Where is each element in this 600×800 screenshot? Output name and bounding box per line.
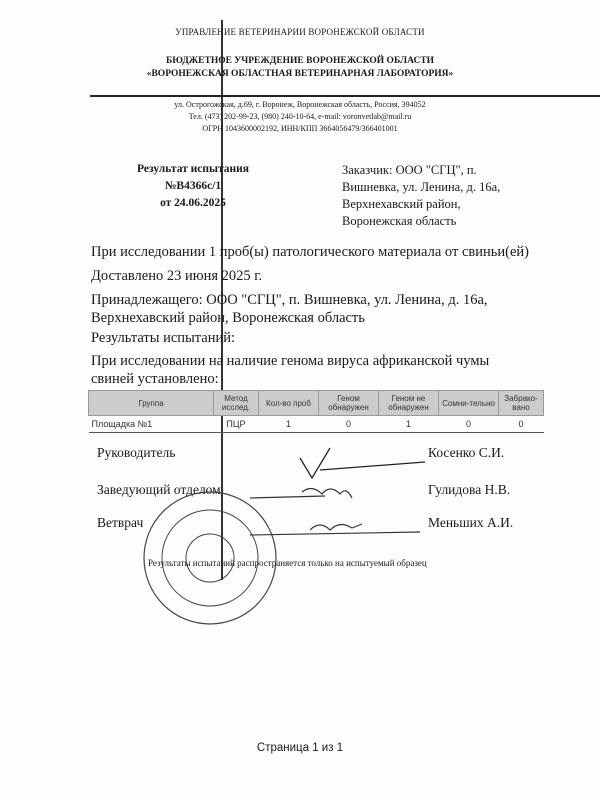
- page-number: Страница 1 из 1: [256, 742, 344, 754]
- cell: 1: [379, 416, 439, 433]
- customer-line: Заказчик: ООО "СГЦ", п.: [342, 163, 477, 177]
- cell: ПЦР: [214, 416, 259, 433]
- signature-role: Заведующий отделом: [97, 482, 221, 497]
- signature-name: Косенко С.И.: [428, 445, 505, 460]
- col-header: Геном обнаружен: [319, 391, 379, 416]
- customer-line: Воронежская область: [342, 214, 457, 228]
- cell: Площадка №1: [89, 416, 214, 433]
- col-header: Геном не обнаружен: [379, 391, 439, 416]
- col-header: Забрако-вано: [499, 391, 544, 416]
- cell: 0: [319, 416, 379, 433]
- delivery-date: Доставлено 23 июня 2025 г.: [91, 268, 263, 284]
- header-divider: [90, 95, 600, 97]
- owner-text: Верхнехавский район, Воронежская область: [91, 310, 365, 326]
- results-heading: Результаты испытаний:: [91, 330, 236, 346]
- table-header-row: [89, 391, 544, 416]
- result-number: №В4366с/1: [164, 180, 222, 192]
- org-address: ул. Острогожская, д.69, г. Воронеж, Воронежская область, Россия, 394052: [174, 100, 426, 109]
- results-text: свиней установлено:: [91, 371, 219, 387]
- signature-role: Руководитель: [97, 445, 176, 460]
- col-header: Сомни-тельно: [439, 391, 499, 416]
- results-text: При исследовании на наличие генома вируса африканской чумы: [91, 353, 490, 369]
- footer-note: Результаты испытаний распространяется только на испытуемый образец: [148, 558, 427, 568]
- org-name-line1: БЮДЖЕТНОЕ УЧРЕЖДЕНИЕ ВОРОНЕЖСКОЙ ОБЛАСТИ: [165, 56, 435, 66]
- authority-name: УПРАВЛЕНИЕ ВЕТЕРИНАРИИ ВОРОНЕЖСКОЙ ОБЛАСТИ: [175, 27, 425, 37]
- col-header: Метод исслед.: [214, 391, 259, 416]
- signature-role: Ветврач: [97, 515, 144, 530]
- cell: 1: [259, 416, 319, 433]
- cell: 0: [439, 416, 499, 433]
- signature-name: Гулидова Н.В.: [428, 482, 511, 497]
- org-ids: ОГРН 1043600002192, ИНН/КПП 3664056479/366401001: [202, 124, 398, 133]
- col-header: Группа: [89, 391, 214, 416]
- table-row: [89, 416, 544, 433]
- body-text: При исследовании 1 проб(ы) патологического материала от свиньи(ей): [91, 244, 529, 260]
- signature-name: Меньших А.И.: [428, 515, 514, 530]
- cell: 0: [499, 416, 544, 433]
- org-contacts: Тел. (473) 202-99-23, (980) 240-10-64, e-mail: voronvetlab@mail.ru: [188, 112, 412, 121]
- result-date: от 24.06.2025: [160, 197, 226, 209]
- results-table: [88, 390, 544, 433]
- result-title: Результат испытания: [136, 163, 250, 175]
- owner-text: Принадлежащего: ООО "СГЦ", п. Вишневка, ул. Ленина, д. 16а,: [91, 292, 488, 308]
- customer-line: Верхнехавский район,: [342, 197, 461, 211]
- customer-line: Вишневка, ул. Ленина, д. 16а,: [342, 180, 501, 194]
- col-header: Кол-во проб: [259, 391, 319, 416]
- org-name-line2: «ВОРОНЕЖСКАЯ ОБЛАСТНАЯ ВЕТЕРИНАРНАЯ ЛАБОРАТОРИЯ»: [146, 69, 454, 79]
